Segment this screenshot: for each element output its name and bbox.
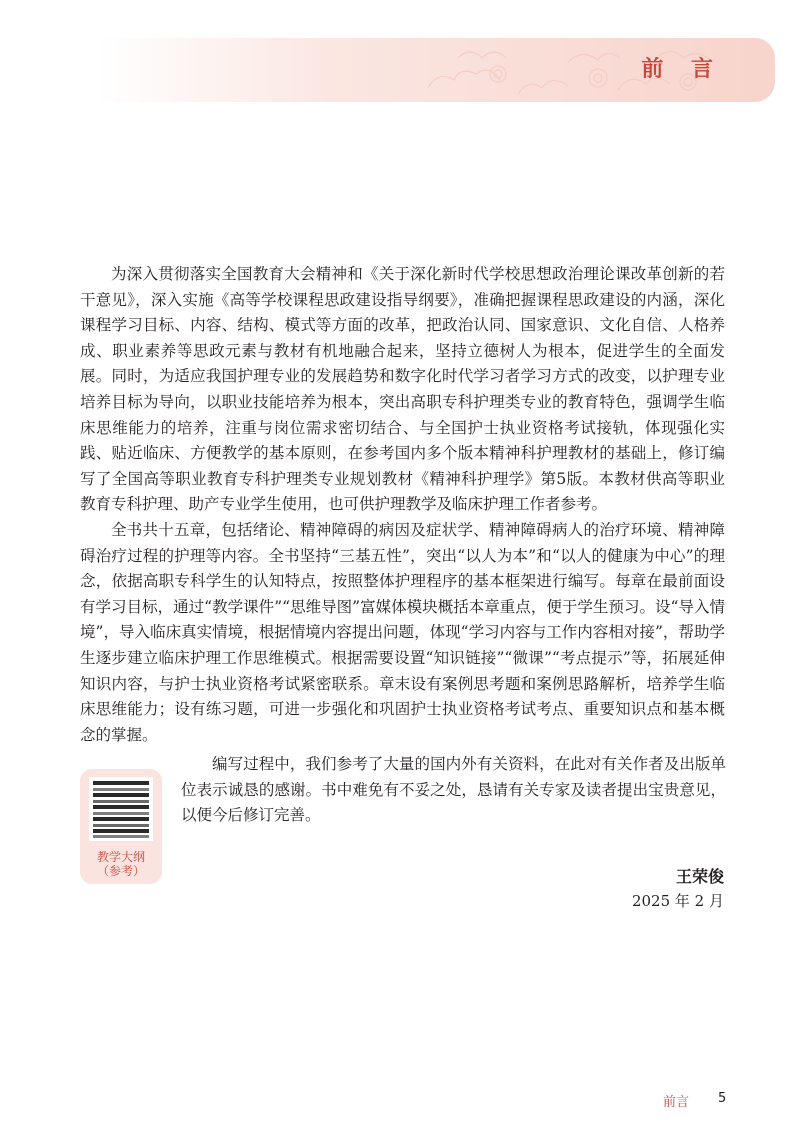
paragraph-3: 编写过程中，我们参考了大量的国内外有关资料，在此对有关作者及出版单位表示诚恳的感谢。书中难免有不妥之处，恳请有关专家及读者提出宝贵意见，以便今后修订完善。 (181, 755, 726, 825)
header-band (98, 38, 775, 102)
preface-body (80, 262, 725, 748)
page-title: 前 言 (641, 57, 723, 82)
author-name: 王荣俊 (675, 867, 724, 886)
qr-caption (80, 850, 162, 878)
signature-date: 2025 年 2 月 (631, 892, 724, 910)
qr-caption-line1: 教学大纲 (96, 850, 145, 864)
page-number: 5 (718, 1091, 727, 1106)
footer-section-label: 前言 (663, 1095, 690, 1110)
paragraph-1: 为深入贯彻落实全国教育大会精神和《关于深化新时代学校思想政治理论课改革创新的若干意见》，深入实施《高等学校课程思政建设指导纲要》，准确把握课程思政建设的内涵，深化课程学习目标、内容、结构、模式等方面的改革，把政治认同、国家意识、文化自信、人格养成、职业素养等思政元素与教材有机地融合起来，坚持立德树人为根本，促进学生的全面发展。同时，为适应我国护理专业的发展趋势和数字化时代学习者学习方式的改变，以护理专业培养目标为导向，以职业技能培养为根本，突出高职专科护理类专业的教育特色，强调学生临床思维能力的培养，注重与岗位需求密切结合、与全国护士执业资格考试接轨，体现强化实践、贴近临床、方便教学的基本原则，在参考国内多个版本精神科护理教材的基础上，修订编写了全国高等职业教育专科护理类专业规划教材《精神科护理学》第5版。本教材供高等职业教育专科护理、助产专业学生使用，也可供护理教学及临床护理工作者参考。 (80, 265, 725, 514)
qr-code[interactable] (89, 777, 153, 841)
qr-code-icon (89, 777, 153, 841)
qr-caption-line2: （参考） (96, 864, 145, 878)
syllabus-qr-card[interactable] (80, 769, 162, 884)
paragraph-2: 全书共十五章，包括绪论、精神障碍的病因及症状学、精神障碍病人的治疗环境、精神障碍治疗过程的护理等内容。全书坚持“三基五性”，突出“以人为本”和“以人的健康为中心”的理念，依据高职专科学生的认知特点，按照整体护理程序的基本框架进行编写。每章在最前面设有学习目标，通过“教学课件”“思维导图”富媒体模块概括本章重点，便于学生预习。设“导入情境”，导入临床真实情境，根据情境内容提出问题，体现“学习内容与工作内容相对接”，帮助学生逐步建立临床护理工作思维模式。根据需要设置“知识链接”“微课”“考点提示”等，拓展延伸知识内容，与护士执业资格考试紧密联系。章末设有案例思考题和案例思路解析，培养学生临床思维能力；设有练习题，可进一步强化和巩固护士执业资格考试考点、重要知识点和基本概念的掌握。 (80, 520, 725, 744)
